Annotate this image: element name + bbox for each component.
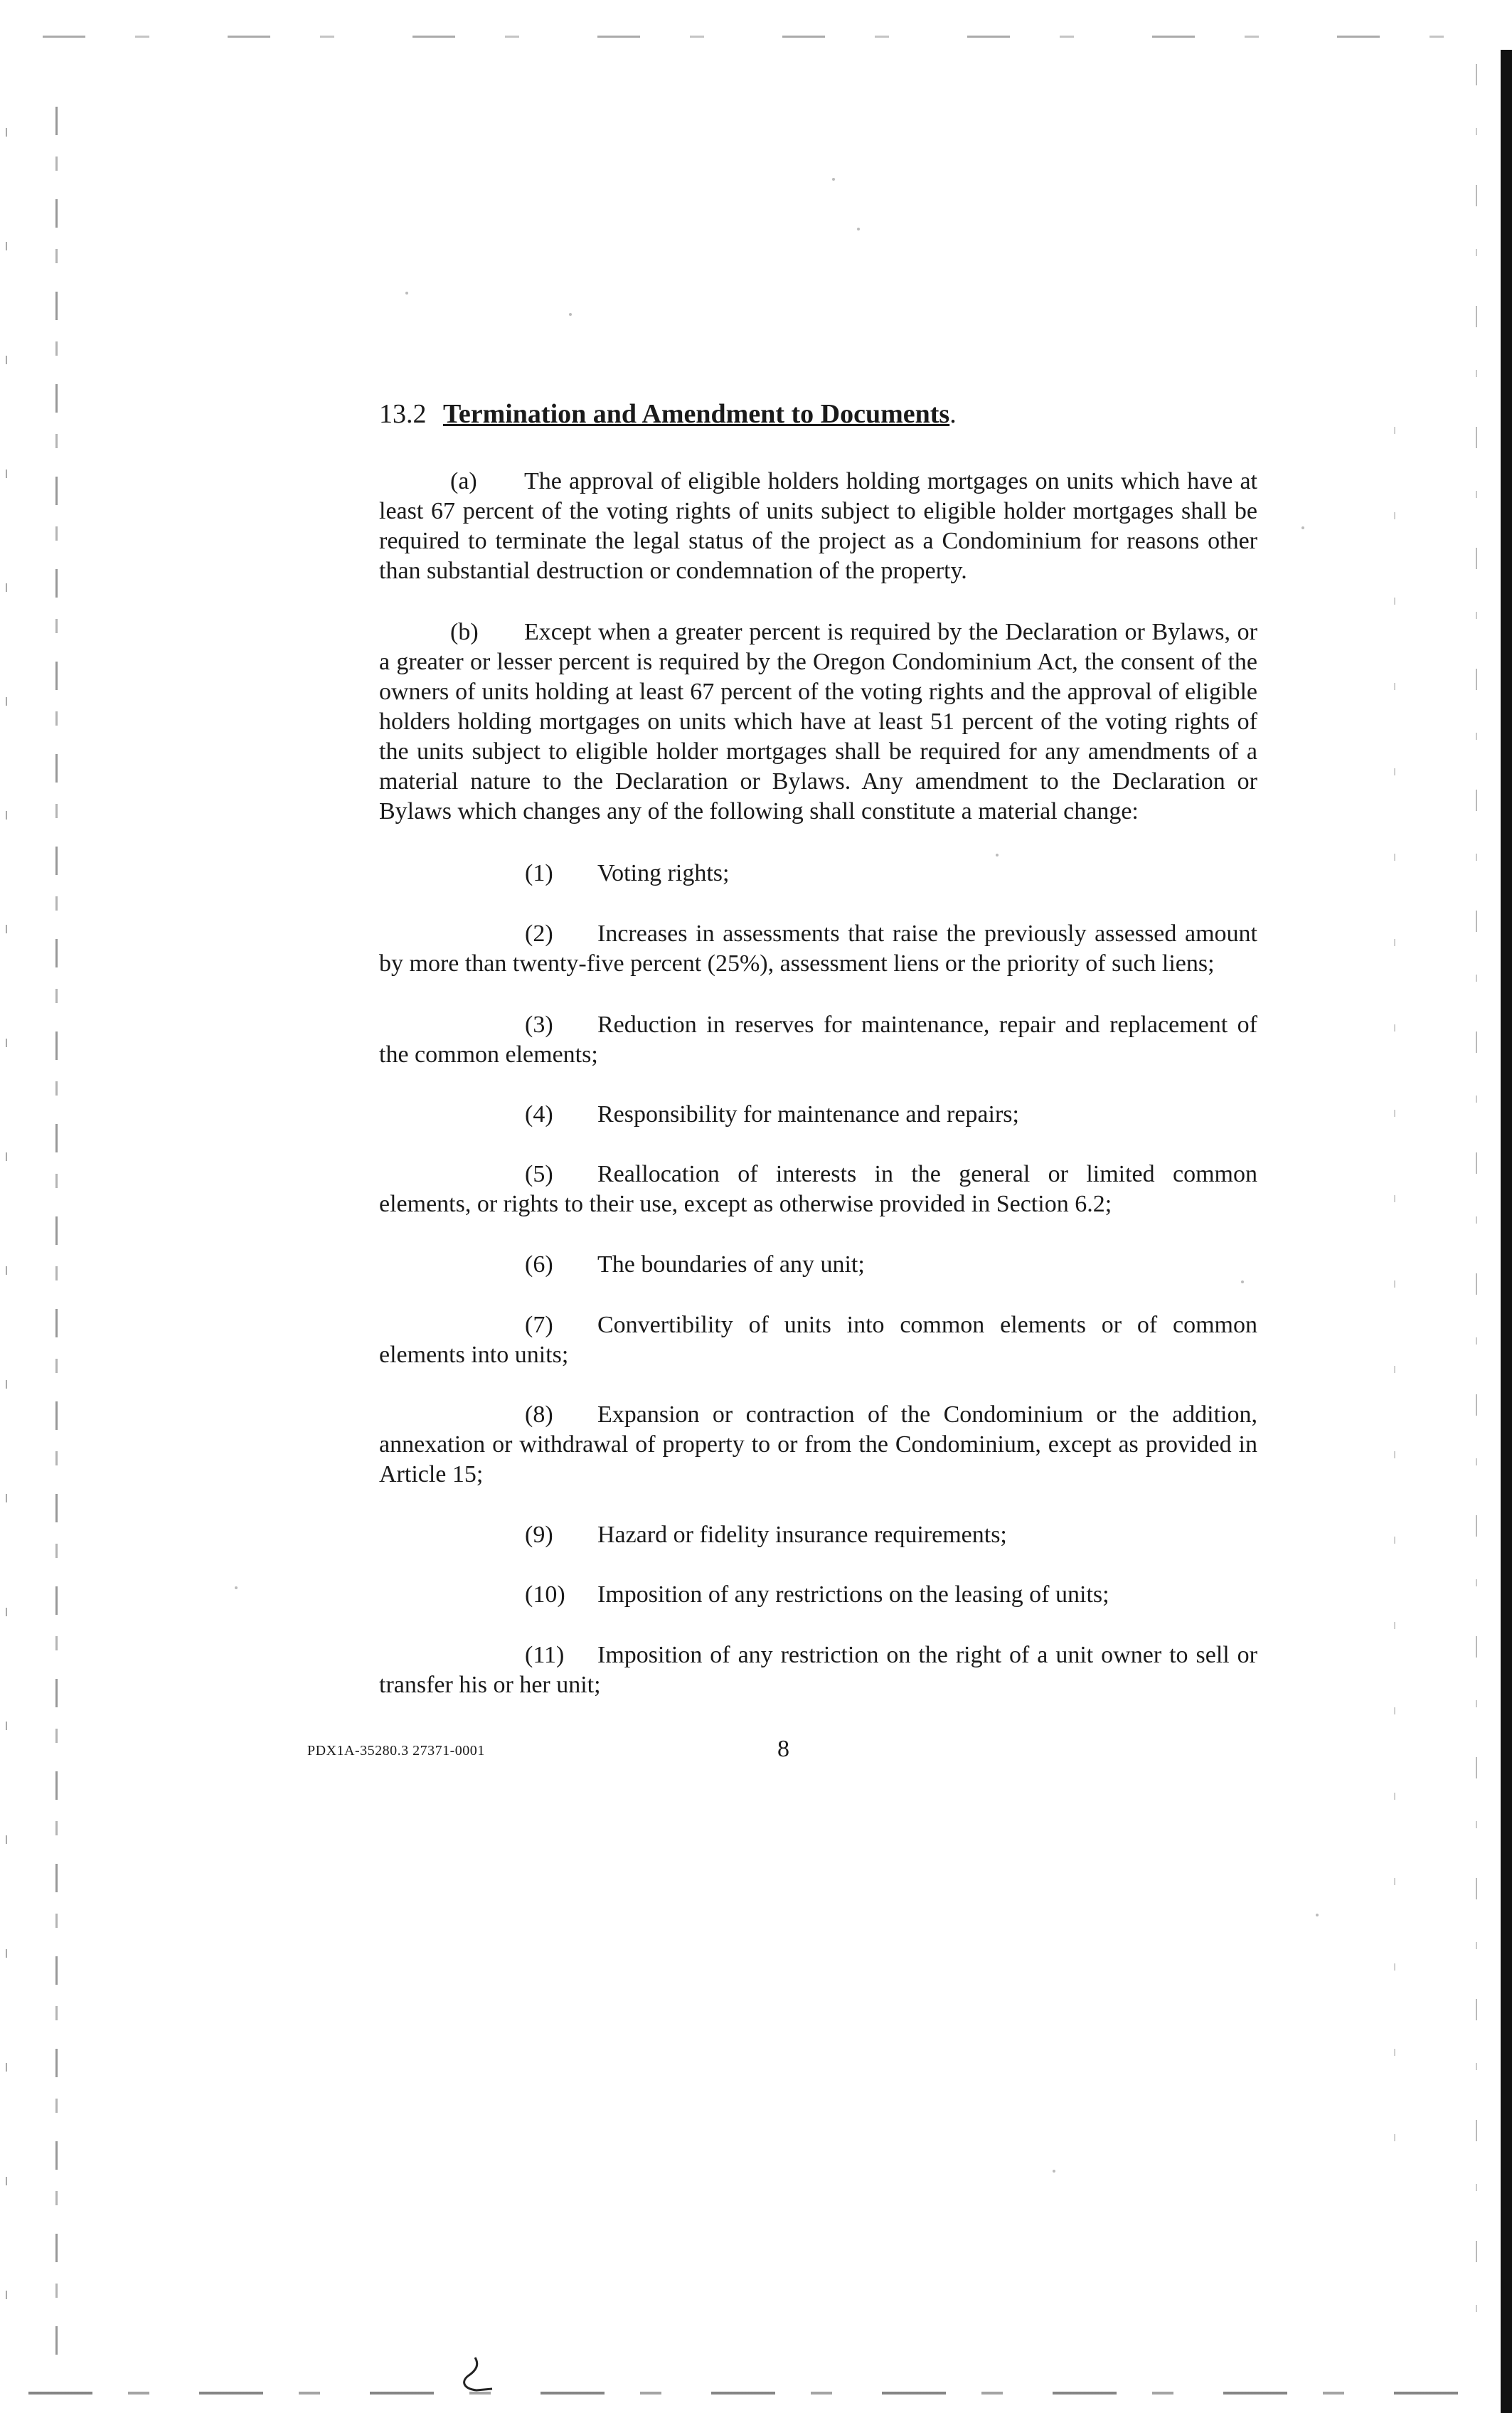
paragraph-a (379, 467, 1257, 586)
list-item (379, 1640, 1257, 1700)
item-marker: (2) (525, 921, 553, 947)
item-marker: (6) (525, 1251, 553, 1278)
paragraph-b (379, 617, 1257, 827)
paragraph-text: The approval of eligible holders holding mortgages on units which have at least 67 percent of the voting rights of units subject to eligible holder mortgages shall be required to terminate the legal status of the project as a Condominium for reasons other than substantial destruction or condemnation of the property. (379, 468, 1257, 584)
scan-top-line (43, 36, 1494, 38)
section-heading (379, 398, 957, 430)
item-text: Imposition of any restriction on the right of a unit owner to sell or transfer his or her unit; (379, 1642, 1257, 1698)
document-code: PDX1A-35280.3 27371-0001 (307, 1743, 485, 1759)
item-text: Reduction in reserves for maintenance, repair and replacement of the common elements; (379, 1012, 1257, 1068)
section-number: 13.2 (379, 399, 427, 429)
paragraph-marker: (b) (450, 619, 479, 645)
item-marker: (8) (525, 1401, 553, 1428)
item-text: Responsibility for maintenance and repairs; (597, 1101, 1019, 1128)
scan-bottom-line (28, 2392, 1479, 2395)
item-text: Hazard or fidelity insurance requirements; (597, 1522, 1007, 1548)
item-marker: (5) (525, 1161, 553, 1187)
item-text: Voting rights; (597, 860, 730, 886)
section-title: Termination and Amendment to Documents (443, 399, 950, 429)
handwritten-mark (455, 2355, 498, 2397)
list-item (379, 1160, 1257, 1219)
item-marker: (3) (525, 1012, 553, 1038)
list-item (379, 1580, 1257, 1610)
item-marker: (9) (525, 1522, 553, 1548)
item-text: Expansion or contraction of the Condominium or the addition, annexation or withdrawal of property to or from the Condominium, except as provided in Article 15; (379, 1401, 1257, 1487)
list-item (379, 1400, 1257, 1490)
item-text: Reallocation of interests in the general or limited common elements, or rights to their use, except as otherwise provided in Section 6.2; (379, 1161, 1257, 1217)
list-item (379, 919, 1257, 979)
list-item (379, 1520, 1257, 1550)
scan-edge-right-inner (1394, 427, 1395, 2205)
item-marker: (7) (525, 1312, 553, 1338)
item-text: The boundaries of any unit; (597, 1251, 865, 1278)
item-marker: (10) (525, 1581, 565, 1608)
page-number: 8 (777, 1736, 789, 1762)
scan-edge-right (1476, 64, 1477, 2340)
item-marker: (4) (525, 1101, 553, 1128)
item-marker: (11) (525, 1642, 565, 1668)
item-marker: (1) (525, 860, 553, 886)
paragraph-marker: (a) (450, 468, 477, 494)
item-text: Increases in assessments that raise the previously assessed amount by more than twenty-five percent (25%), assessment liens or the priority of such liens; (379, 921, 1257, 977)
item-text: Imposition of any restrictions on the leasing of units; (597, 1581, 1109, 1608)
section-title-period: . (949, 399, 957, 429)
paragraph-text: Except when a greater percent is required by the Declaration or Bylaws, or a greater or lesser percent is required by the Oregon Condominium Act, the consent of the owners of units holding at least 67 percent of the voting rights and the approval of eligible holders holding mortgages on units which have at least 51 percent of the voting rights of the units subject to eligible holder mortgages shall be required for any amendments of a material nature to the Declaration or Bylaws. Any amendment to the Declaration or Bylaws which changes any of the following shall constitute a material change: (379, 619, 1257, 824)
list-item (379, 1310, 1257, 1370)
item-text: Convertibility of units into common elements or of common elements into units; (379, 1312, 1257, 1368)
list-item (379, 1100, 1257, 1130)
list-item (379, 1250, 1257, 1280)
scan-edge-left (55, 107, 58, 2369)
list-item (379, 859, 1257, 889)
list-item (379, 1010, 1257, 1070)
scan-edge-left-outer (6, 128, 7, 2333)
scan-edge-bar (1501, 50, 1512, 2413)
